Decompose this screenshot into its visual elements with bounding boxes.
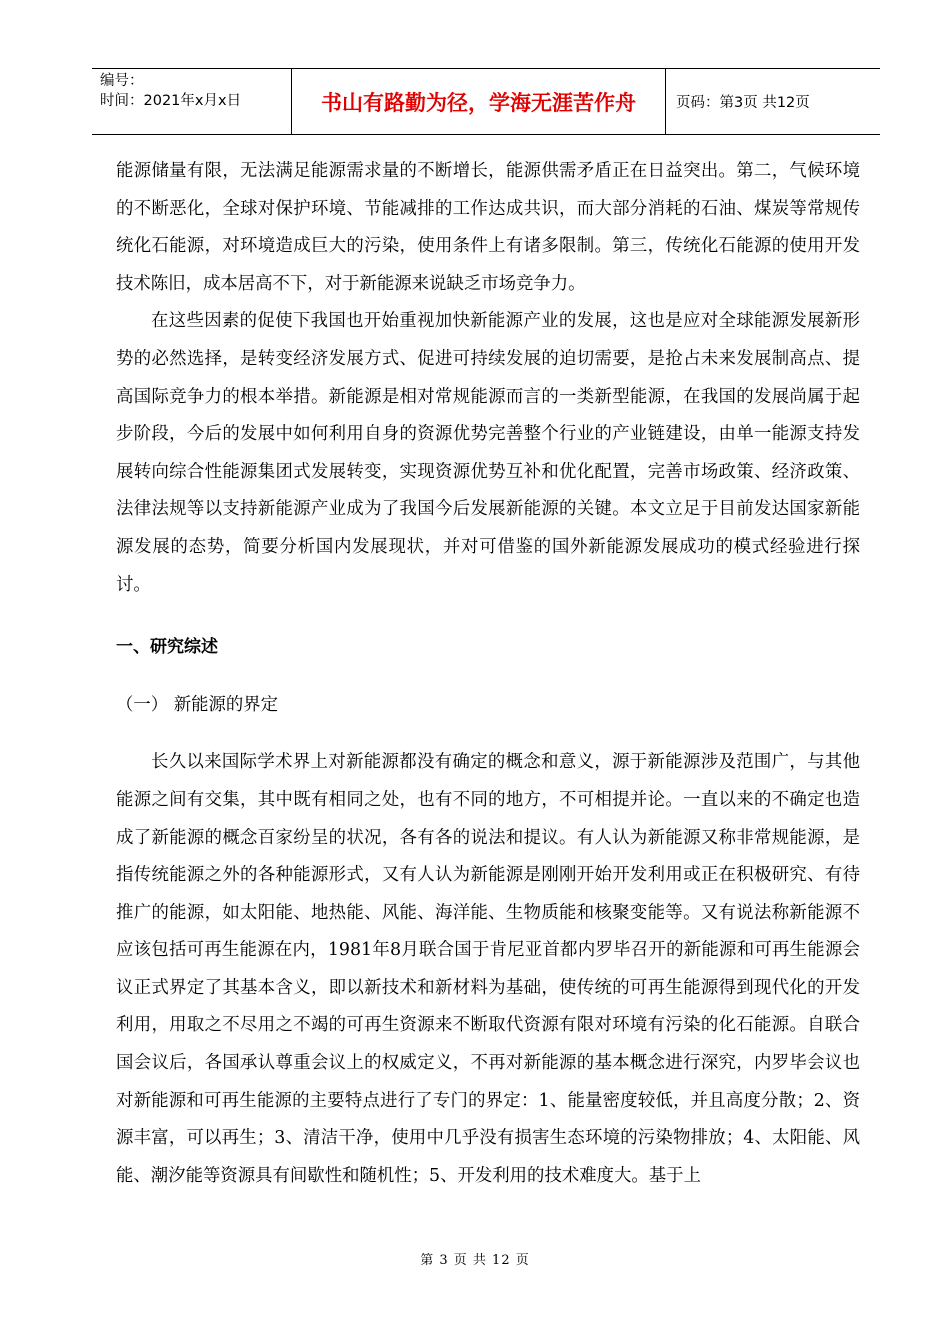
header-motto: 书山有路勤为径，学海无涯苦作舟 [292,69,666,134]
subsection-heading: （一） 新能源的界定 [116,694,279,715]
time-label: 时间：2021年x月x日 [100,93,242,109]
header-page-info: 页码：第3页 共12页 [676,95,810,111]
paragraph: 长久以来国际学术界上对新能源都没有确定的概念和意义，源于新能源涉及范围广，与其他能源之间有交集，其中既有相同之处，也有不同的地方，不可相提并论。一直以来的不确定也造成了新能源的概念百家纷呈的状况，各有各的说法和提议。有人认为新能源又称非常规能源，是指传统能源之外的各种能源形式，又有人认为新能源是刚刚开始开发利用或正在积极研究、有待推广的能源，如太阳能、地热能、风能、海洋能、生物质能和核聚变能等。又有说法称新能源不应该包括可再生能源在内，1981年8月联合国于肯尼亚首都内罗毕召开的新能源和可再生能源会议正式界定了其基本含义，即以新技术和新材料为基础，使传统的可再生能源得到现代化的开发利用，用取之不尽用之不竭的可再生资源来不断取代资源有限对环境有污染的化石能源。自联合国会议后，各国承认尊重会议上的权威定义，不再对新能源的基本概念进行深究，内罗毕会议也对新能源和可再生能源的主要特点进行了专门的界定：1、能量密度较低，并且高度分散；2、资源丰富，可以再生；3、清洁干净，使用中几乎没有损害生态环境的污染物排放；4、太阳能、风能、潮汐能等资源具有间歇性和随机性；5、开发利用的技术难度大。基于上 [116,752,860,1186]
document-body [116,153,860,1195]
code-label: 编号： [100,73,144,89]
header-meta [92,69,292,134]
paragraph: 能源储量有限，无法满足能源需求量的不断增长，能源供需矛盾正在日益突出。第二，气候环境的不断恶化，全球对保护环境、节能减排的工作达成共识，而大部分消耗的石油、煤炭等常规传统化石能源，对环境造成巨大的污染，使用条件上有诸多限制。第三，传统化石能源的使用开发技术陈旧，成本居高不下，对于新能源来说缺乏市场竞争力。 [116,161,860,294]
page-footer: 第 3 页 共 12 页 [420,1253,530,1268]
section-heading: 一、研究综述 [116,637,218,658]
paragraph: 在这些因素的促使下我国也开始重视加快新能源产业的发展，这也是应对全球能源发展新形势的必然选择，是转变经济发展方式、促进可持续发展的迫切需要，是抢占未来发展制高点、提高国际竞争力的根本举措。新能源是相对常规能源而言的一类新型能源，在我国的发展尚属于起步阶段，今后的发展中如何利用自身的资源优势完善整个行业的产业链建设，由单一能源支持发展转向综合性能源集团式发展转变，实现资源优势互补和优化配置，完善市场政策、经济政策、法律法规等以支持新能源产业成为了我国今后发展新能源的关键。本文立足于目前发达国家新能源发展的态势，简要分析国内发展现状，并对可借鉴的国外新能源发展成功的模式经验进行探讨。 [116,311,860,595]
page-header [92,68,880,135]
